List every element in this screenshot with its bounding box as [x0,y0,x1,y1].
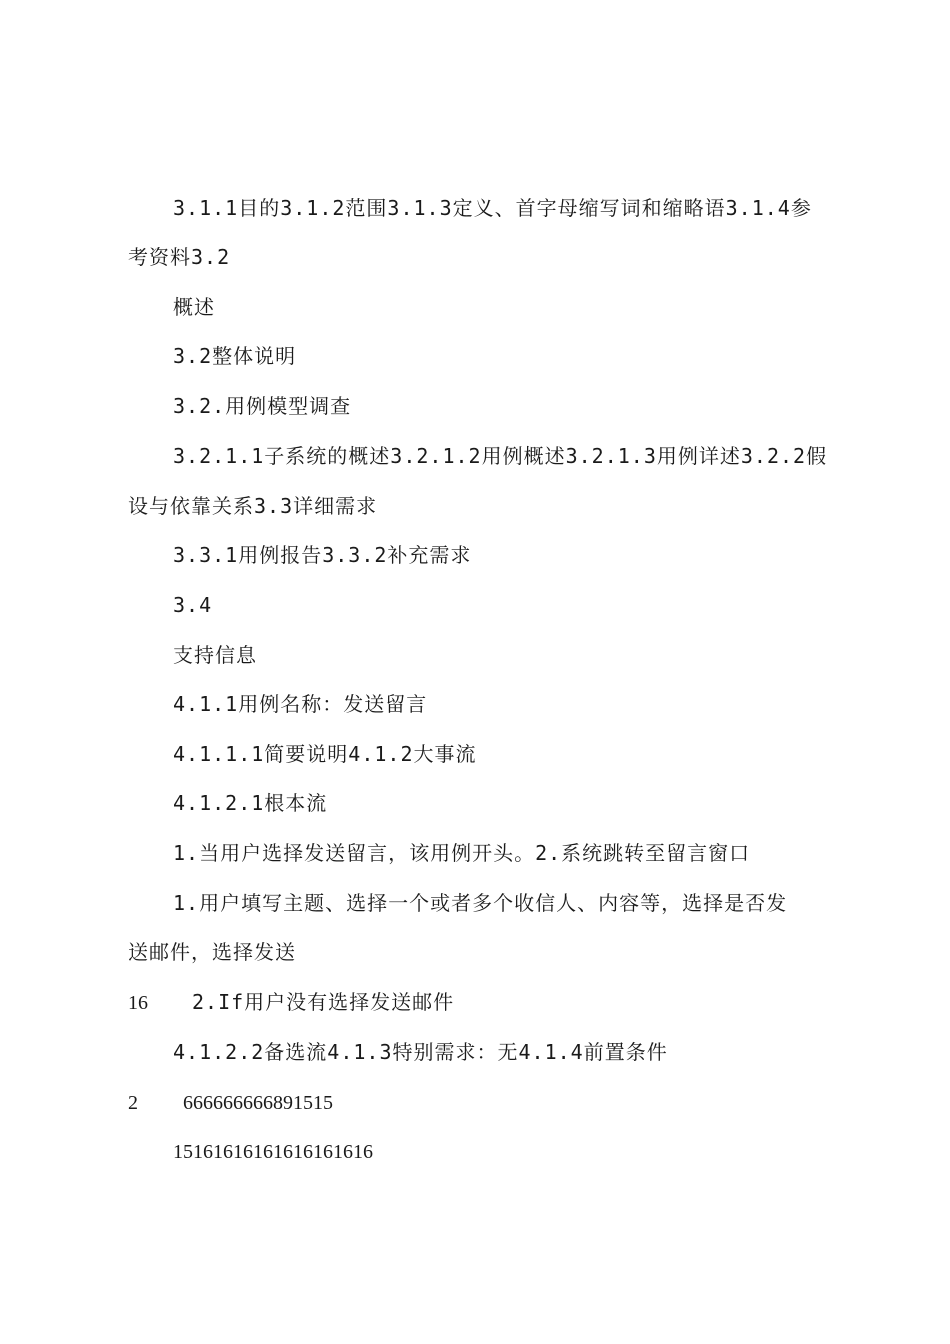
text-line: 4.1.1.1简要说明4.1.2大事流 [173,742,477,766]
text-line: 4.1.2.1根本流 [173,791,328,815]
text-line: 支持信息 [173,643,257,667]
text-line-with-margin-number [128,1090,838,1115]
margin-number: 2 [128,1092,138,1114]
text-line: 概述 [173,295,215,319]
text-line: 4.1.1用例名称：发送留言 [173,692,428,716]
text-line: 3.2.用例模型调查 [173,394,352,418]
text-line: 3.2整体说明 [173,344,297,368]
text-line: 666666666891515 [183,1092,333,1114]
text-line: 设与依靠关系3.3详细需求 [128,494,378,518]
text-line-with-margin-number [128,990,838,1015]
margin-number: 16 [128,992,148,1014]
text-line: 3.1.1目的3.1.2范围3.1.3定义、首字母缩写词和缩略语3.1.4参 [173,196,812,220]
text-line: 3.2.1.1子系统的概述3.2.1.2用例概述3.2.1.3用例详述3.2.2假 [173,444,828,468]
text-line: 3.3.1用例报告3.3.2补充需求 [173,543,472,567]
text-line: 3.4 [173,593,213,617]
text-line: 1.当用户选择发送留言，该用例开头。2.系统跳转至留言窗口 [173,841,751,865]
text-line: 15161616161616161616 [173,1141,373,1163]
text-line: 4.1.2.2备选流4.1.3特别需求：无4.1.4前置条件 [173,1040,668,1064]
text-line: 1.用户填写主题、选择一个或者多个收信人、内容等，选择是否发 [173,891,788,915]
text-line: 考资料3.2 [128,245,231,269]
text-line: 2.If用户没有选择发送邮件 [192,990,455,1014]
text-line: 送邮件，选择发送 [128,940,296,964]
